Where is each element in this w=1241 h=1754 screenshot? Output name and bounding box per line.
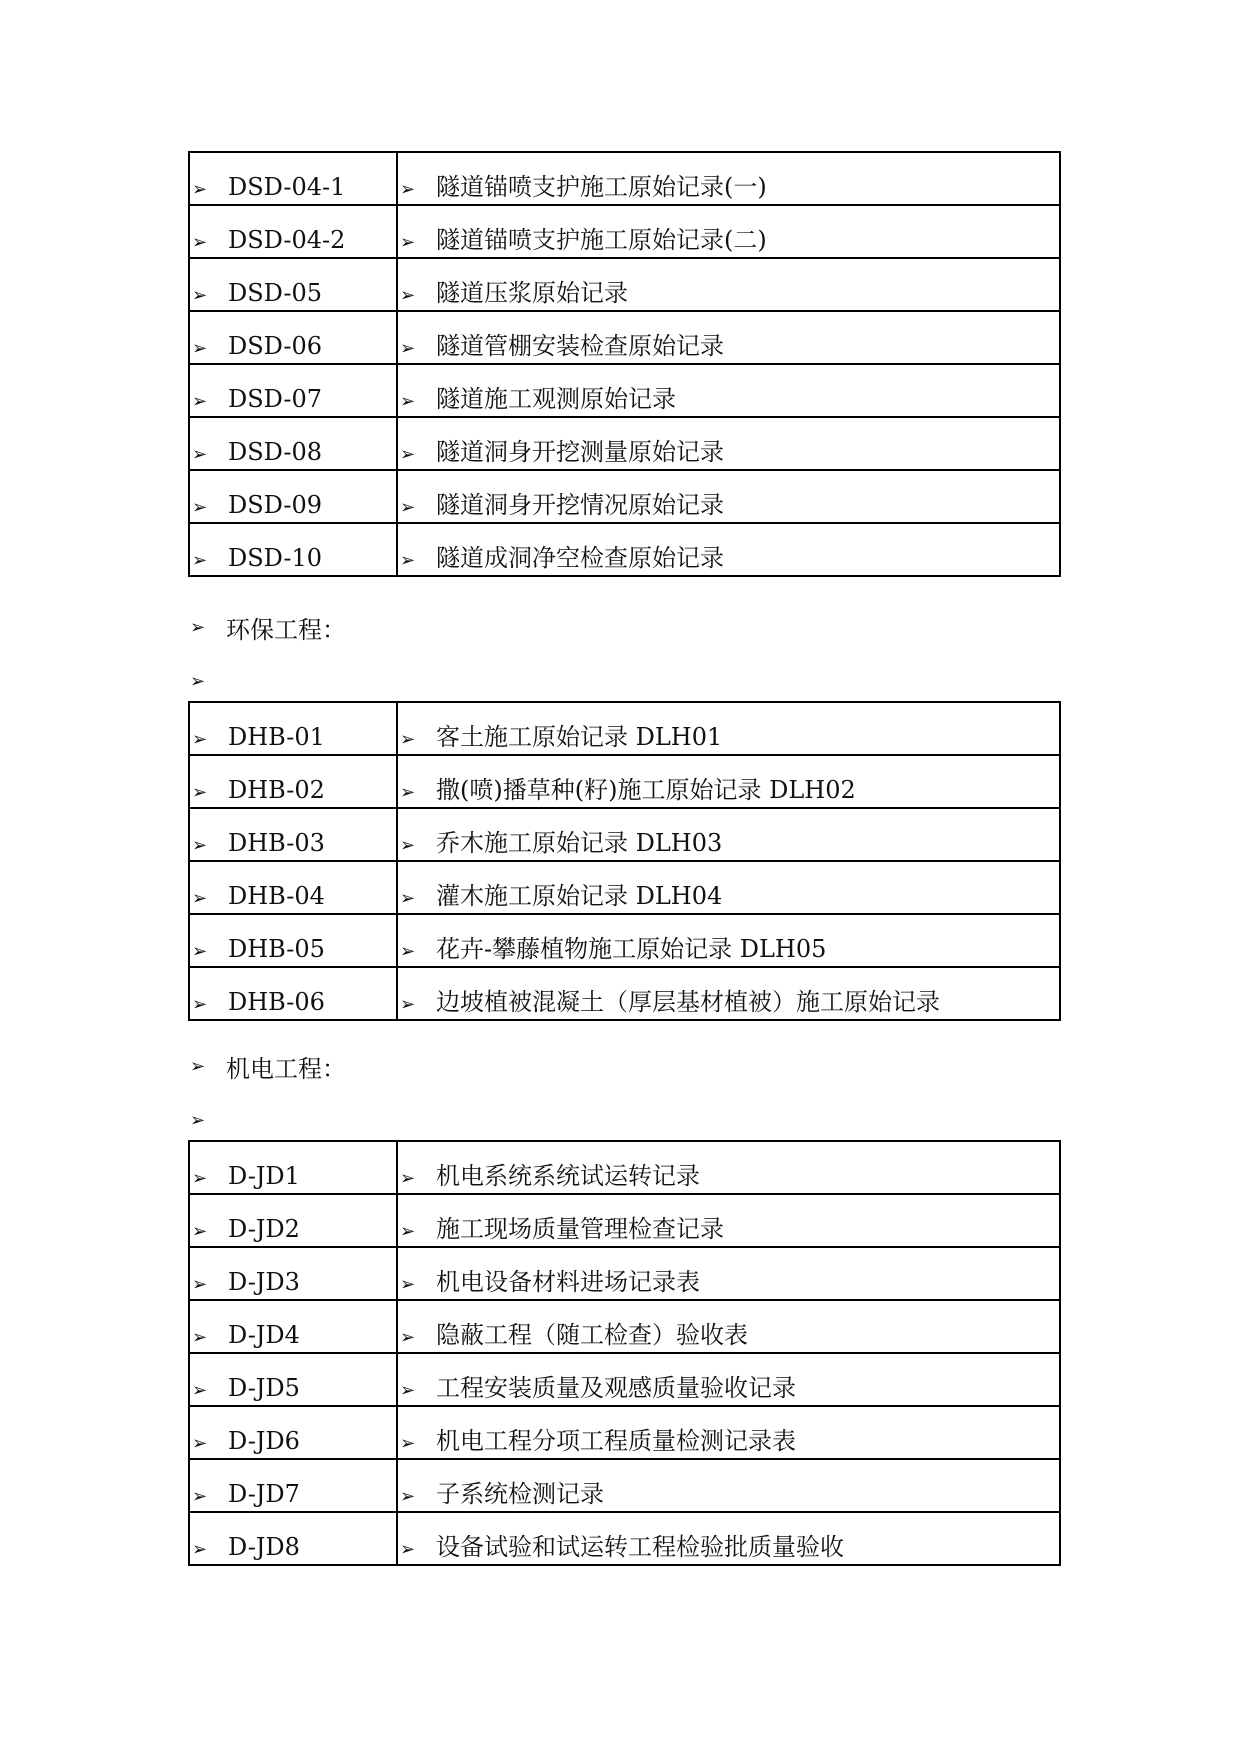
bullet-icon: ➢: [192, 232, 208, 253]
record-code: DHB-06: [228, 988, 325, 1016]
record-name-cell: [397, 1512, 1060, 1565]
record-code-cell: [189, 755, 397, 808]
record-name: 隧道洞身开挖测量原始记录: [436, 438, 724, 466]
table-row: [189, 702, 1060, 755]
record-code: DSD-05: [228, 279, 323, 307]
bullet-icon: ➢: [192, 550, 208, 571]
record-code-cell: [189, 311, 397, 364]
bullet-icon: ➢: [192, 1274, 208, 1295]
section-title-mechanical-electrical: 机电工程：: [226, 1054, 346, 1083]
record-code: DHB-03: [228, 829, 325, 857]
bullet-icon: ➢: [192, 1539, 208, 1560]
record-code-cell: [189, 364, 397, 417]
record-name-cell: [397, 523, 1060, 576]
bullet-icon: ➢: [192, 338, 208, 359]
record-name: 机电工程分项工程质量检测记录表: [436, 1427, 796, 1455]
record-name-cell: [397, 1247, 1060, 1300]
bullet-icon: ➢: [400, 232, 416, 253]
table-row: [189, 523, 1060, 576]
record-name-cell: [397, 1194, 1060, 1247]
environmental-records-table-block: [188, 701, 1059, 1021]
table-row: [189, 1141, 1060, 1194]
record-code: DHB-05: [228, 935, 325, 963]
tunnel-records-table: [188, 151, 1061, 577]
mechanical-electrical-records-table: [188, 1140, 1061, 1566]
record-name-cell: [397, 1141, 1060, 1194]
bullet-icon: ➢: [192, 835, 208, 856]
bullet-icon: ➢: [192, 729, 208, 750]
table-row: [189, 1247, 1060, 1300]
table-row: [189, 914, 1060, 967]
record-code-cell: [189, 967, 397, 1020]
record-code: DSD-07: [228, 385, 323, 413]
record-name: 子系统检测记录: [436, 1480, 604, 1508]
bullet-icon: ➢: [192, 1380, 208, 1401]
bullet-icon: ➢: [190, 670, 206, 692]
record-name: 隧道锚喷支护施工原始记录(二): [436, 226, 767, 254]
record-name-cell: [397, 417, 1060, 470]
table-row: [189, 1300, 1060, 1353]
table-row: [189, 1194, 1060, 1247]
table-row: [189, 258, 1060, 311]
section-heading-environmental: [188, 607, 346, 647]
mechanical-electrical-records-table-block: [188, 1140, 1059, 1566]
record-code-cell: [189, 808, 397, 861]
bullet-icon: ➢: [400, 338, 416, 359]
bullet-icon: ➢: [400, 835, 416, 856]
record-name: 机电设备材料进场记录表: [436, 1268, 700, 1296]
record-code-cell: [189, 205, 397, 258]
bullet-icon: ➢: [192, 391, 208, 412]
empty-bullet-line-environmental: [188, 661, 226, 701]
bullet-icon: ➢: [400, 1486, 416, 1507]
table-row: [189, 1406, 1060, 1459]
record-code-cell: [189, 470, 397, 523]
record-name-cell: [397, 967, 1060, 1020]
record-code: D-JD5: [228, 1374, 300, 1402]
bullet-icon: ➢: [400, 1433, 416, 1454]
record-name-cell: [397, 311, 1060, 364]
record-name: 隧道成洞净空检查原始记录: [436, 544, 724, 572]
record-code-cell: [189, 152, 397, 205]
environmental-records-table: [188, 701, 1061, 1021]
bullet-icon: ➢: [192, 1221, 208, 1242]
bullet-icon: ➢: [400, 941, 416, 962]
record-code: D-JD7: [228, 1480, 300, 1508]
bullet-icon: ➢: [192, 179, 208, 200]
bullet-icon: ➢: [400, 391, 416, 412]
record-code: D-JD6: [228, 1427, 300, 1455]
bullet-icon: ➢: [400, 888, 416, 909]
record-code-cell: [189, 1512, 397, 1565]
record-code: DHB-04: [228, 882, 325, 910]
bullet-icon: ➢: [400, 1168, 416, 1189]
bullet-icon: ➢: [400, 179, 416, 200]
record-code: DSD-09: [228, 491, 323, 519]
bullet-icon: ➢: [400, 497, 416, 518]
record-code-cell: [189, 1141, 397, 1194]
record-name-cell: [397, 1459, 1060, 1512]
record-name: 机电系统系统试运转记录: [436, 1162, 700, 1190]
table-row: [189, 205, 1060, 258]
record-code-cell: [189, 417, 397, 470]
record-code: DSD-06: [228, 332, 323, 360]
bullet-icon: ➢: [192, 1168, 208, 1189]
record-code: D-JD4: [228, 1321, 300, 1349]
record-name-cell: [397, 861, 1060, 914]
record-name-cell: [397, 470, 1060, 523]
record-name: 客土施工原始记录 DLH01: [436, 723, 723, 751]
record-name: 隧道压浆原始记录: [436, 279, 628, 307]
record-code: DSD-10: [228, 544, 323, 572]
bullet-icon: ➢: [400, 1539, 416, 1560]
record-name: 隧道洞身开挖情况原始记录: [436, 491, 724, 519]
record-code-cell: [189, 1353, 397, 1406]
table-row: [189, 1512, 1060, 1565]
record-code-cell: [189, 523, 397, 576]
record-code: DSD-08: [228, 438, 323, 466]
table-row: [189, 1459, 1060, 1512]
record-name: 撒(喷)播草种(籽)施工原始记录 DLH02: [436, 776, 856, 804]
record-name-cell: [397, 1300, 1060, 1353]
bullet-icon: ➢: [190, 1109, 206, 1131]
record-code-cell: [189, 1300, 397, 1353]
record-name-cell: [397, 205, 1060, 258]
record-name: 隧道管棚安装检查原始记录: [436, 332, 724, 360]
table-row: [189, 417, 1060, 470]
section-title-environmental: 环保工程：: [226, 615, 346, 644]
record-code-cell: [189, 1406, 397, 1459]
table-row: [189, 808, 1060, 861]
record-name: 隧道锚喷支护施工原始记录(一): [436, 173, 767, 201]
bullet-icon: ➢: [192, 1486, 208, 1507]
record-name: 隧道施工观测原始记录: [436, 385, 676, 413]
bullet-icon: ➢: [192, 444, 208, 465]
record-code: DHB-01: [228, 723, 325, 751]
record-code-cell: [189, 258, 397, 311]
table-row: [189, 152, 1060, 205]
record-name-cell: [397, 1353, 1060, 1406]
bullet-icon: ➢: [400, 444, 416, 465]
record-name-cell: [397, 364, 1060, 417]
record-code: DHB-02: [228, 776, 325, 804]
table-row: [189, 755, 1060, 808]
bullet-icon: ➢: [400, 1380, 416, 1401]
bullet-icon: ➢: [192, 888, 208, 909]
record-name-cell: [397, 152, 1060, 205]
table-row: [189, 861, 1060, 914]
table-row: [189, 364, 1060, 417]
record-name: 隐蔽工程（随工检查）验收表: [436, 1321, 748, 1349]
record-name-cell: [397, 808, 1060, 861]
table-row: [189, 470, 1060, 523]
bullet-icon: ➢: [192, 497, 208, 518]
tunnel-records-table-block: [188, 151, 1059, 577]
record-name: 边坡植被混凝土（厚层基材植被）施工原始记录: [436, 988, 940, 1016]
bullet-icon: ➢: [192, 1327, 208, 1348]
record-code-cell: [189, 914, 397, 967]
empty-bullet-line-mechanical-electrical: [188, 1100, 226, 1140]
table-row: [189, 311, 1060, 364]
record-name-cell: [397, 1406, 1060, 1459]
record-code: DSD-04-2: [228, 226, 346, 254]
record-name: 施工现场质量管理检查记录: [436, 1215, 724, 1243]
bullet-icon: ➢: [190, 616, 206, 638]
bullet-icon: ➢: [400, 729, 416, 750]
record-name: 灌木施工原始记录 DLH04: [436, 882, 723, 910]
record-code-cell: [189, 861, 397, 914]
record-code: D-JD8: [228, 1533, 300, 1561]
record-code-cell: [189, 1459, 397, 1512]
bullet-icon: ➢: [192, 782, 208, 803]
table-row: [189, 1353, 1060, 1406]
bullet-icon: ➢: [400, 1221, 416, 1242]
bullet-icon: ➢: [192, 994, 208, 1015]
bullet-icon: ➢: [192, 285, 208, 306]
bullet-icon: ➢: [192, 1433, 208, 1454]
record-name-cell: [397, 914, 1060, 967]
record-name-cell: [397, 258, 1060, 311]
record-name: 乔木施工原始记录 DLH03: [436, 829, 723, 857]
bullet-icon: ➢: [400, 782, 416, 803]
section-heading-mechanical-electrical: [188, 1046, 346, 1086]
record-name: 花卉-攀藤植物施工原始记录 DLH05: [436, 935, 827, 963]
record-code: D-JD3: [228, 1268, 300, 1296]
bullet-icon: ➢: [400, 1327, 416, 1348]
record-name-cell: [397, 755, 1060, 808]
bullet-icon: ➢: [400, 285, 416, 306]
record-name: 设备试验和试运转工程检验批质量验收: [436, 1533, 844, 1561]
bullet-icon: ➢: [400, 994, 416, 1015]
bullet-icon: ➢: [192, 941, 208, 962]
record-code: D-JD1: [228, 1162, 300, 1190]
record-name-cell: [397, 702, 1060, 755]
record-code: D-JD2: [228, 1215, 300, 1243]
bullet-icon: ➢: [400, 550, 416, 571]
record-code: DSD-04-1: [228, 173, 346, 201]
table-row: [189, 967, 1060, 1020]
record-code-cell: [189, 702, 397, 755]
bullet-icon: ➢: [190, 1055, 206, 1077]
record-code-cell: [189, 1247, 397, 1300]
record-name: 工程安装质量及观感质量验收记录: [436, 1374, 796, 1402]
record-code-cell: [189, 1194, 397, 1247]
bullet-icon: ➢: [400, 1274, 416, 1295]
